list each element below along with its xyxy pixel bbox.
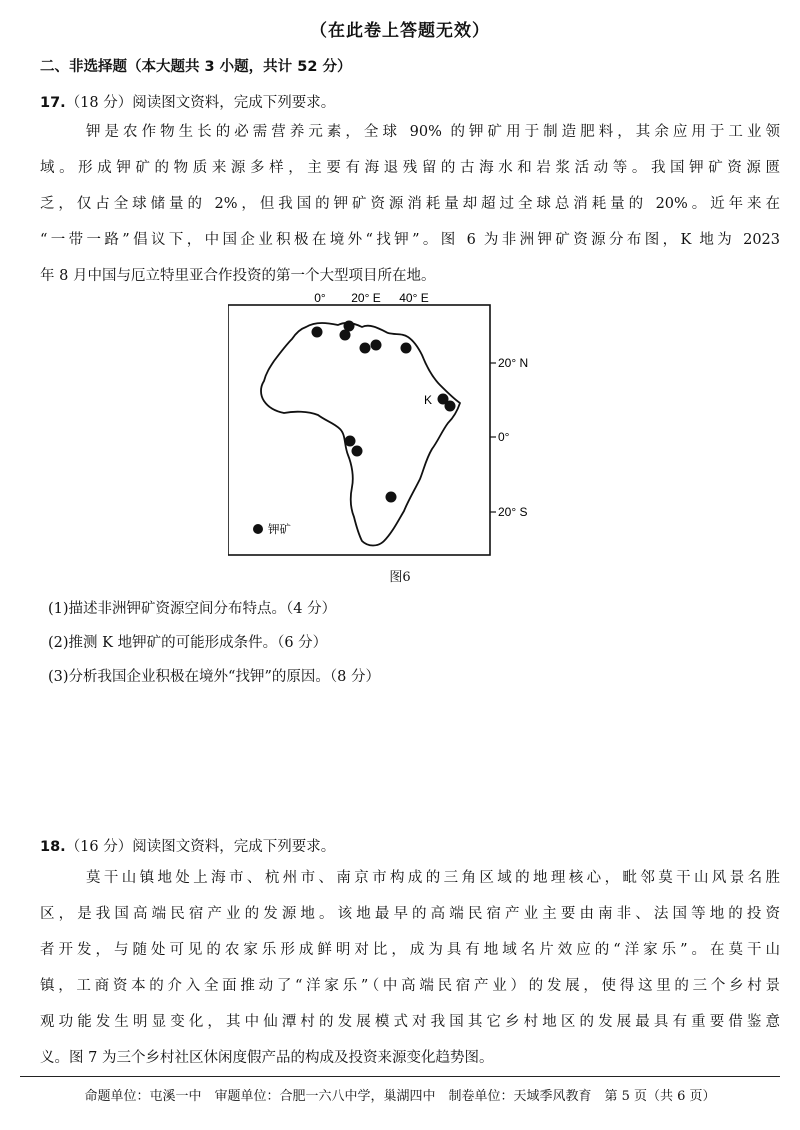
passage-line: 莫干山镇地处上海市、杭州市、南京市构成的三角区域的地理核心，毗邻莫干山风景名胜 <box>86 870 780 886</box>
passage-line: 观功能发生明显变化，其中仙潭村的发展模式对我国其它乡村地区的发展最具有重要借鉴意 <box>40 1014 780 1030</box>
passage-line: 者开发，与随处可见的农家乐形成鲜明对比，成为具有地域名片效应的“洋家乐”。在莫干山 <box>40 942 780 958</box>
k-site-label: K <box>424 393 433 407</box>
question-header-text: （18 分）阅读图文资料，完成下列要求。 <box>65 95 336 111</box>
question-header-text: （16 分）阅读图文资料，完成下列要求。 <box>65 839 336 855</box>
map-svg <box>228 285 548 585</box>
passage-line: 年 8 月中国与厄立特里亚合作投资的第一个大型项目所在地。 <box>40 268 436 284</box>
page-footer: 命题单位：屯溪一中 审题单位：合肥一六八中学，巢湖四中 制卷单位：天域季风教育 第 5 页（共 6 页） <box>84 1089 716 1104</box>
lon-label-0: 0° <box>314 291 326 305</box>
potash-deposit-marker <box>312 327 323 338</box>
section-heading: 二、非选择题（本大题共 3 小题，共计 52 分） <box>40 59 352 75</box>
answer-invalid-banner: （在此卷上答题无效） <box>310 21 490 41</box>
passage-line: 义。图 7 为三个乡村社区休闲度假产品的构成及投资来源变化趋势图。 <box>40 1050 494 1066</box>
lon-label-20e: 20° E <box>351 291 381 305</box>
potash-deposit-marker <box>445 401 456 412</box>
subquestion-3: (3)分析我国企业积极在境外“找钾”的原因。（8 分） <box>48 669 380 685</box>
footer-divider <box>20 1076 780 1077</box>
question-number: 18. <box>40 839 66 855</box>
potash-deposit-marker <box>401 343 412 354</box>
lat-label-20s: 20° S <box>498 505 528 519</box>
passage-line: 乏，仅占全球储量的 2%，但我国的钾矿资源消耗量却超过全球总消耗量的 20%。近年来在 <box>40 196 780 212</box>
potash-deposit-marker <box>345 436 356 447</box>
passage-line: “一带一路”倡议下，中国企业积极在境外“找钾”。图 6 为非洲钾矿资源分布图，K 地为 2023 <box>40 232 780 248</box>
potash-deposit-marker <box>386 492 397 503</box>
passage-line: 镇，工商资本的介入全面推动了“洋家乐”（中高端民宿产业）的发展，使得这里的三个乡村景 <box>40 978 780 994</box>
potash-deposit-marker <box>371 340 382 351</box>
map-frame <box>228 305 490 555</box>
passage-line: 域。形成钾矿的物质来源多样，主要有海退残留的古海水和岩浆活动等。我国钾矿资源匮 <box>40 160 780 176</box>
legend-dot <box>253 524 263 534</box>
question-number: 17. <box>40 95 66 111</box>
lat-label-0: 0° <box>498 430 510 444</box>
potash-deposit-marker <box>340 330 351 341</box>
passage-line: 区，是我国高端民宿产业的发源地。该地最早的高端民宿产业主要由南非、法国等地的投资 <box>40 906 780 922</box>
question-18-header <box>40 835 335 856</box>
potash-deposit-marker <box>360 343 371 354</box>
lon-label-40e: 40° E <box>399 291 429 305</box>
legend-label: 钾矿 <box>268 522 291 536</box>
subquestion-1: (1)描述非洲钾矿资源空间分布特点。（4 分） <box>48 601 337 617</box>
passage-line: 钾是农作物生长的必需营养元素，全球 90% 的钾矿用于制造肥料，其余应用于工业领 <box>86 124 780 140</box>
question-18-passage <box>40 860 780 1076</box>
subquestion-2: (2)推测 K 地钾矿的可能形成条件。（6 分） <box>48 635 328 651</box>
lat-label-20n: 20° N <box>498 356 529 370</box>
africa-potash-map <box>228 285 548 585</box>
africa-outline <box>261 323 460 546</box>
question-17-header <box>40 91 335 112</box>
figure-caption: 图6 <box>389 570 411 585</box>
question-17-passage <box>40 114 780 294</box>
potash-deposit-marker <box>352 446 363 457</box>
